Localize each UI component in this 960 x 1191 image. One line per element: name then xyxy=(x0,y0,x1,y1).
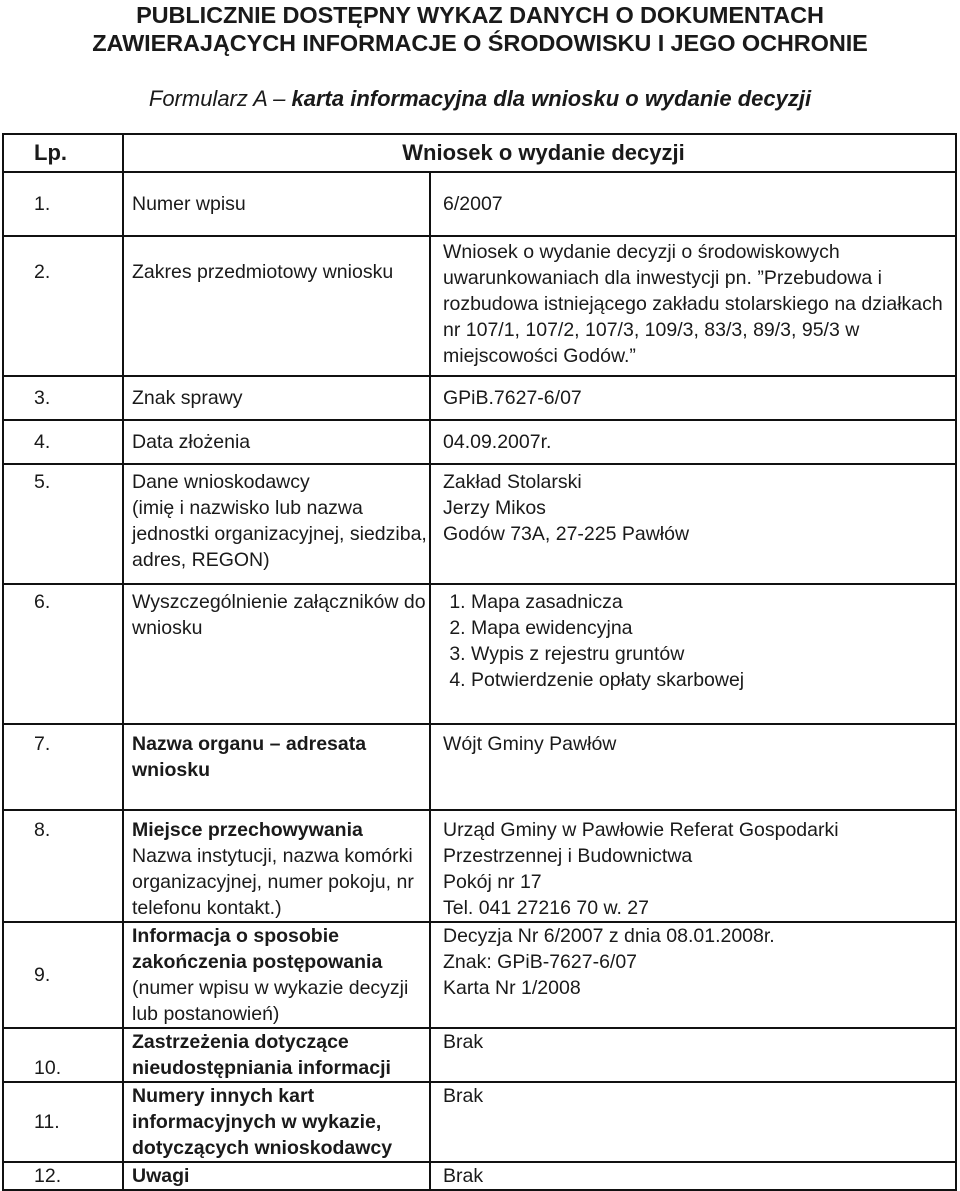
row-label-note: (numer wpisu w wykazie decyzji lub postanowień) xyxy=(132,977,409,1025)
row-label: Numery innych kart informacyjnych w wykazie, dotyczących wnioskodawcy xyxy=(123,1082,430,1162)
list-item: 4. Potwierdzenie opłaty skarbowej xyxy=(471,667,955,693)
col-lp-header: Lp. xyxy=(3,134,123,172)
row-value: Brak xyxy=(430,1162,956,1190)
attachments-list xyxy=(443,589,955,693)
document-title-line2: ZAWIERAJĄCYCH INFORMACJE O ŚRODOWISKU I JEGO OCHRONIE xyxy=(92,30,868,56)
row-number: 11. xyxy=(3,1082,123,1162)
row-label: Numer wpisu xyxy=(123,172,430,236)
row-label: Nazwa organu – adresata wniosku xyxy=(123,724,430,810)
row-label-note: Nazwa instytucji, nazwa komórki organizacyjnej, numer pokoju, nr telefonu kontakt.) xyxy=(132,845,414,919)
table-row xyxy=(3,724,956,810)
row-label: Zakres przedmiotowy wniosku xyxy=(123,236,430,376)
value-line: Jerzy Mikos xyxy=(443,497,546,519)
row-number: 1. xyxy=(3,172,123,236)
value-line: Godów 73A, 27-225 Pawłów xyxy=(443,523,690,545)
row-number: 2. xyxy=(3,236,123,376)
document-title-line1: PUBLICZNIE DOSTĘPNY WYKAZ DANYCH O DOKUMENTACH xyxy=(136,2,824,28)
value-line: Urząd Gminy w Pawłowie Referat Gospodarki xyxy=(443,819,839,841)
value-line: Karta Nr 1/2008 xyxy=(443,977,581,999)
table-row xyxy=(3,376,956,420)
row-label xyxy=(123,922,430,1028)
row-value: 04.09.2007r. xyxy=(430,420,956,464)
row-number: 9. xyxy=(3,922,123,1028)
row-number: 10. xyxy=(3,1028,123,1082)
list-item: 2. Mapa ewidencyjna xyxy=(471,615,955,641)
row-number: 6. xyxy=(3,584,123,724)
info-card-table xyxy=(2,133,957,1191)
table-row xyxy=(3,584,956,724)
value-line: Zakład Stolarski xyxy=(443,471,582,493)
row-number: 12. xyxy=(3,1162,123,1190)
row-value xyxy=(430,810,956,922)
row-value: Wniosek o wydanie decyzji o środowiskowych uwarunkowaniach dla inwestycji pn. ”Przebudowa i rozbudowa istniejącego zakładu stolarskiego na działkach nr 107/1, 107/2, 107/3, 109/3, 83/3, 89/3, 95/3 w miejscowości Godów.” xyxy=(430,236,956,376)
list-item: 1. Mapa zasadnicza xyxy=(471,589,955,615)
table-row xyxy=(3,1028,956,1082)
row-label: Wyszczególnienie załączników do wniosku xyxy=(123,584,430,724)
row-value: GPiB.7627-6/07 xyxy=(430,376,956,420)
row-number: 4. xyxy=(3,420,123,464)
row-label-main: Informacja o sposobie zakończenia postępowania xyxy=(132,925,383,973)
row-number: 5. xyxy=(3,464,123,584)
table-row xyxy=(3,810,956,922)
row-label-main: Dane wnioskodawcy xyxy=(132,471,310,493)
row-value xyxy=(430,464,956,584)
row-value: Wójt Gminy Pawłów xyxy=(430,724,956,810)
row-label: Znak sprawy xyxy=(123,376,430,420)
form-subtitle xyxy=(0,86,960,112)
table-row xyxy=(3,1082,956,1162)
table-row xyxy=(3,420,956,464)
row-number: 8. xyxy=(3,810,123,922)
table-row xyxy=(3,922,956,1028)
value-line: Decyzja Nr 6/2007 z dnia 08.01.2008r. xyxy=(443,925,775,947)
row-number: 3. xyxy=(3,376,123,420)
row-label: Uwagi xyxy=(123,1162,430,1190)
row-value: Brak xyxy=(430,1082,956,1162)
value-line: Znak: GPiB-7627-6/07 xyxy=(443,951,638,973)
row-label xyxy=(123,464,430,584)
col-main-header: Wniosek o wydanie decyzji xyxy=(123,134,956,172)
row-number: 7. xyxy=(3,724,123,810)
row-value: 6/2007 xyxy=(430,172,956,236)
value-line: Pokój nr 17 xyxy=(443,871,542,893)
table-row xyxy=(3,464,956,584)
table-row xyxy=(3,236,956,376)
table-header-row xyxy=(3,134,956,172)
subtitle-bold: karta informacyjna dla wniosku o wydanie decyzji xyxy=(291,86,812,111)
row-value: Brak xyxy=(430,1028,956,1082)
row-label-note: (imię i nazwisko lub nazwa jednostki organizacyjnej, siedziba, adres, REGON) xyxy=(132,497,427,571)
value-line: Tel. 041 27216 70 w. 27 xyxy=(443,897,649,919)
row-value xyxy=(430,584,956,724)
table-row xyxy=(3,172,956,236)
value-line: Przestrzennej i Budownictwa xyxy=(443,845,693,867)
list-item: 3. Wypis z rejestru gruntów xyxy=(471,641,955,667)
row-label: Zastrzeżenia dotyczące nieudostępniania informacji xyxy=(123,1028,430,1082)
subtitle-prefix: Formularz A – xyxy=(148,86,292,111)
row-label: Data złożenia xyxy=(123,420,430,464)
row-label xyxy=(123,810,430,922)
table-row xyxy=(3,1162,956,1190)
row-label-main: Miejsce przechowywania xyxy=(132,819,363,841)
row-value xyxy=(430,922,956,1028)
